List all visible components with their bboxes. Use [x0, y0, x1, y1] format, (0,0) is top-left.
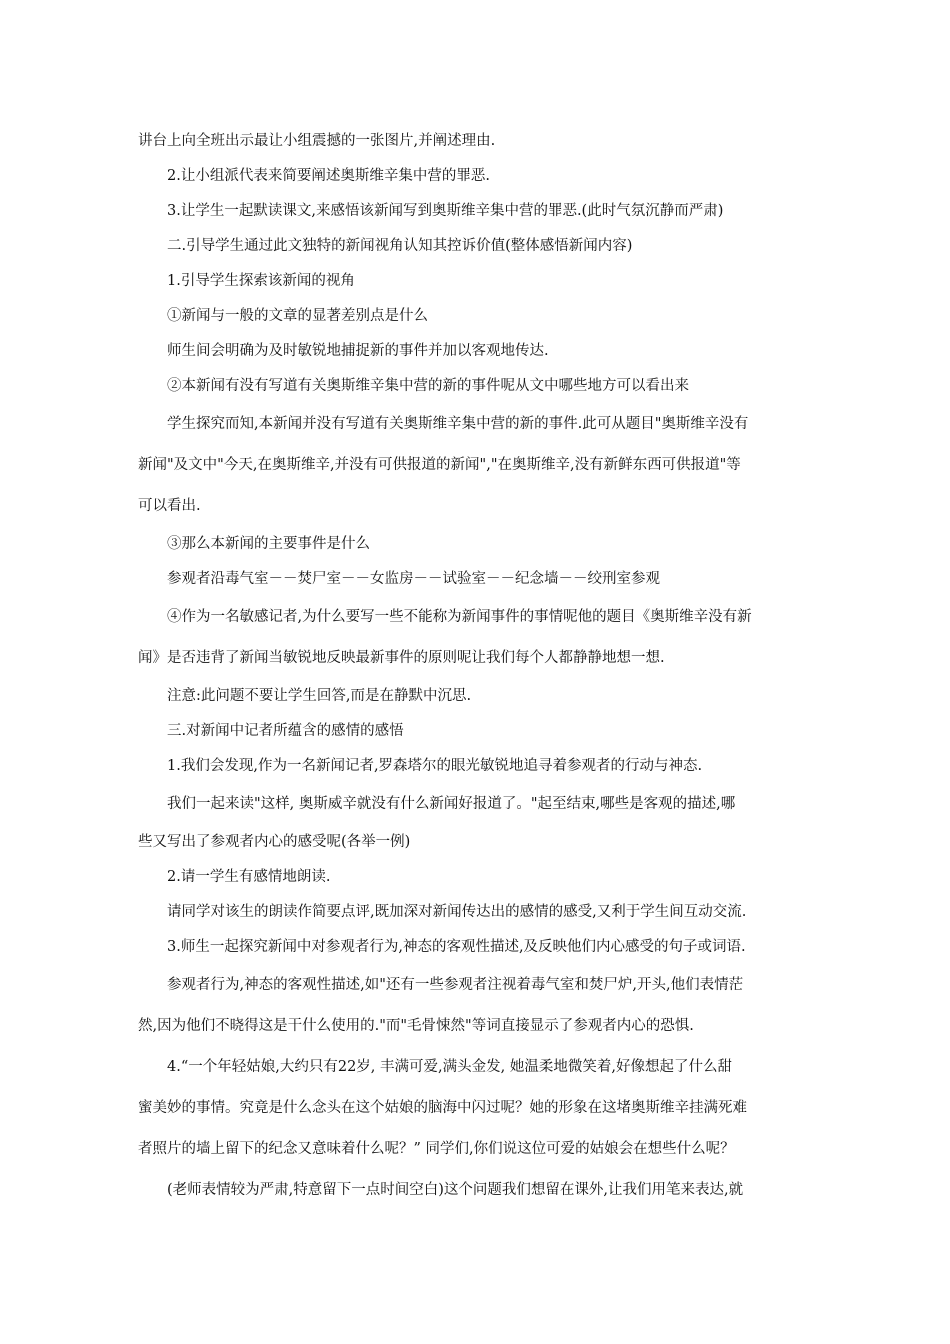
text-line: 讲台上向全班出示最让小组震撼的一张图片,并阐述理由.	[138, 133, 496, 149]
text-line: 参观者行为,神态的客观性描述,如"还有一些参观者注视着毒气室和焚尸炉,开头,他们表情茫	[167, 977, 744, 993]
text-line: ①新闻与一般的文章的显著差别点是什么	[167, 308, 428, 324]
text-line: 3.师生一起探究新闻中对参观者行为,神态的客观性描述,及反映他们内心感受的句子或词语.	[167, 939, 746, 955]
text-line: 4.“一个年轻姑娘,大约只有22岁, 丰满可爱,满头金发, 她温柔地微笑着,好像想起了什么甜	[167, 1059, 732, 1075]
text-line: 然,因为他们不晓得这是干什么使用的."而"毛骨悚然"等词直接显示了参观者内心的恐惧.	[138, 1018, 694, 1034]
text-line: 新闻"及文中"今天,在奥斯维辛,并没有可供报道的新闻","在奥斯维辛,没有新鲜东西可供报道"等	[138, 457, 741, 473]
text-line: 些又写出了参观者内心的感受呢(各举一例)	[138, 834, 411, 850]
section-heading: 三.对新闻中记者所蕴含的感情的感悟	[167, 723, 404, 739]
text-line: 1.引导学生探索该新闻的视角	[167, 273, 355, 289]
text-line: ③那么本新闻的主要事件是什么	[167, 536, 370, 552]
text-line: 我们一起来读"这样, 奥斯威辛就没有什么新闻好报道了。"起至结束,哪些是客观的描述,哪	[167, 796, 736, 812]
text-line: 1.我们会发现,作为一名新闻记者,罗森塔尔的眼光敏锐地追寻着参观者的行动与神态.	[167, 758, 703, 774]
text-line: 注意:此问题不要让学生回答,而是在静默中沉思.	[167, 688, 472, 704]
text-line: ④作为一名敏感记者,为什么要写一些不能称为新闻事件的事情呢他的题目《奥斯维辛没有新	[167, 609, 752, 625]
text-line: 2.让小组派代表来简要阐述奥斯维辛集中营的罪恶.	[167, 168, 490, 184]
text-line: 可以看出.	[138, 498, 201, 514]
section-heading: 二.引导学生通过此文独特的新闻视角认知其控诉价值(整体感悟新闻内容)	[167, 238, 633, 254]
text-line: 蜜美妙的事情。究竟是什么念头在这个姑娘的脑海中闪过呢？她的形象在这堵奥斯维辛挂满死难	[138, 1100, 747, 1116]
text-line: ②本新闻有没有写道有关奥斯维辛集中营的新的事件呢从文中哪些地方可以看出来	[167, 378, 689, 394]
text-line: 2.请一学生有感情地朗读.	[167, 869, 331, 885]
document-body	[138, 124, 818, 1211]
text-line: 者照片的墙上留下的纪念又意味着什么呢？” 同学们,你们说这位可爱的姑娘会在想些什么呢？	[138, 1141, 735, 1157]
text-line: 参观者沿毒气室－－焚尸室－－女监房－－试验室－－纪念墙－－绞刑室参观	[167, 571, 660, 587]
text-line: 闻》是否违背了新闻当敏锐地反映最新事件的原则呢让我们每个人都静静地想一想.	[138, 650, 665, 666]
text-line: (老师表情较为严肃,特意留下一点时间空白)这个问题我们想留在课外,让我们用笔来表达,就	[167, 1182, 744, 1198]
text-line: 请同学对该生的朗读作简要点评,既加深对新闻传达出的感情的感受,又利于学生间互动交流.	[167, 904, 747, 920]
text-line: 3.让学生一起默读课文,来感悟该新闻写到奥斯维辛集中营的罪恶.(此时气氛沉静而严肃)	[167, 203, 724, 219]
text-line: 学生探究而知,本新闻并没有写道有关奥斯维辛集中营的新的事件.此可从题目"奥斯维辛没有	[167, 416, 749, 432]
text-line: 师生间会明确为及时敏锐地捕捉新的事件并加以客观地传达.	[167, 343, 549, 359]
